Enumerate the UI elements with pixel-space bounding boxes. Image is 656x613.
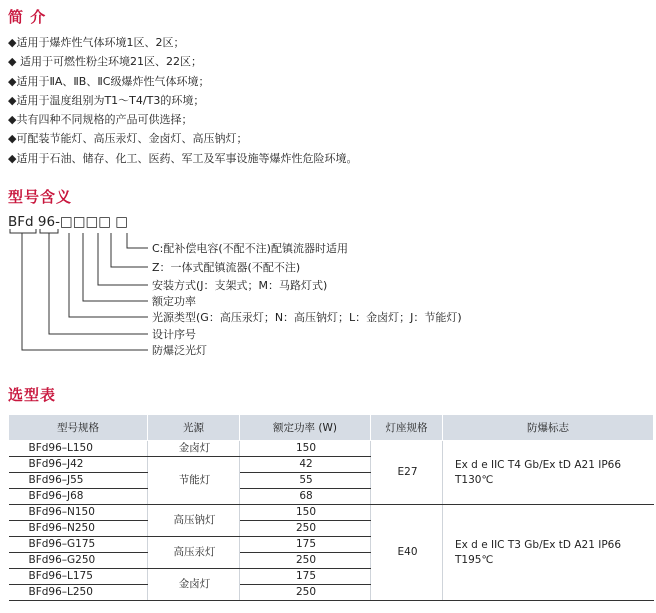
diagram-label-power: 额定功率: [152, 295, 196, 308]
selection-heading: 选型表: [8, 386, 57, 404]
cell-model: BFd96–L250: [9, 585, 148, 601]
header-model: 型号规格: [9, 415, 148, 441]
cell-power: 250: [240, 553, 371, 569]
cell-power: 42: [240, 457, 371, 473]
diagram-label-c: C:配补偿电容(不配不注)配镇流器时适用: [152, 242, 348, 255]
model-code-diagram: [0, 225, 656, 360]
leader-c: [127, 233, 148, 248]
cell-power: 150: [240, 505, 371, 521]
bracket-bfd: [10, 229, 36, 233]
header-power: 额定功率 (W): [240, 415, 371, 441]
cell-source: 金卤灯: [148, 569, 240, 601]
bracket-96: [40, 229, 58, 233]
cell-model: BFd96–J68: [9, 489, 148, 505]
cell-power: 150: [240, 441, 371, 457]
cell-model: BFd96–L150: [9, 441, 148, 457]
cell-source: 节能灯: [148, 457, 240, 505]
selection-table: [8, 414, 654, 601]
cell-mark: Ex d e IIC T3 Gb/Ex tD A21 IP66 T195℃: [443, 505, 654, 601]
header-source: 光源: [148, 415, 240, 441]
intro-item: ◆共有四种不同规格的产品可供选择；: [8, 113, 193, 127]
cell-source: 金卤灯: [148, 441, 240, 457]
intro-list: [8, 33, 357, 168]
cell-source: 高压钠灯: [148, 505, 240, 537]
table-row: [9, 441, 654, 457]
cell-model: BFd96–G250: [9, 553, 148, 569]
cell-socket: E40: [371, 505, 443, 601]
cell-power: 175: [240, 569, 371, 585]
cell-model: BFd96–N150: [9, 505, 148, 521]
cell-socket: E27: [371, 441, 443, 505]
cell-model: BFd96–J42: [9, 457, 148, 473]
cell-source: 高压汞灯: [148, 537, 240, 569]
intro-heading: 简 介: [8, 8, 47, 26]
model-meaning-heading: 型号含义: [8, 188, 73, 206]
diagram-label-install: 安装方式(J：支架式；M：马路灯式): [152, 279, 328, 292]
cell-model: BFd96–L175: [9, 569, 148, 585]
intro-item: ◆可配装节能灯、高压汞灯、金卤灯、高压钠灯；: [8, 132, 248, 146]
cell-power: 55: [240, 473, 371, 489]
cell-mark: Ex d e IIC T4 Gb/Ex tD A21 IP66 T130℃: [443, 441, 654, 505]
intro-item: ◆适用于爆炸性气体环境1区、2区；: [8, 36, 185, 49]
cell-model: BFd96–J55: [9, 473, 148, 489]
leader-source: [69, 233, 148, 317]
leader-install: [98, 233, 148, 285]
diagram-label-product: 防爆泛光灯: [152, 344, 207, 357]
intro-item: ◆适用于石油、储存、化工、医药、军工及军事设施等爆炸性危险环境。: [8, 151, 358, 165]
intro-item: ◆适用于ⅡA、ⅡB、ⅡC级爆炸性气体环境；: [8, 74, 210, 88]
header-socket: 灯座规格: [371, 415, 443, 441]
cell-power: 250: [240, 521, 371, 537]
cell-model: BFd96–G175: [9, 537, 148, 553]
cell-model: BFd96–N250: [9, 521, 148, 537]
cell-power: 68: [240, 489, 371, 505]
table-header-row: [9, 415, 654, 441]
header-mark: 防爆标志: [443, 415, 654, 441]
diagram-label-design: 设计序号: [152, 328, 196, 341]
diagram-label-z: Z：一体式配镇流器(不配不注): [152, 261, 301, 274]
leader-product: [22, 233, 148, 350]
diagram-label-source: 光源类型(G：高压汞灯；N：高压钠灯；L：金卤灯；J：节能灯): [152, 311, 462, 324]
intro-item: ◆适用于温度组别为T1～T4/T3的环境；: [8, 93, 205, 107]
table-row: [9, 505, 654, 521]
leader-z: [111, 233, 148, 267]
model-code: BFd 96-□□□□ □: [8, 214, 129, 230]
cell-power: 175: [240, 537, 371, 553]
intro-item: ◆ 适用于可燃性粉尘环境21区、22区；: [8, 55, 202, 69]
cell-power: 250: [240, 585, 371, 601]
diagram-lines: [10, 229, 148, 350]
